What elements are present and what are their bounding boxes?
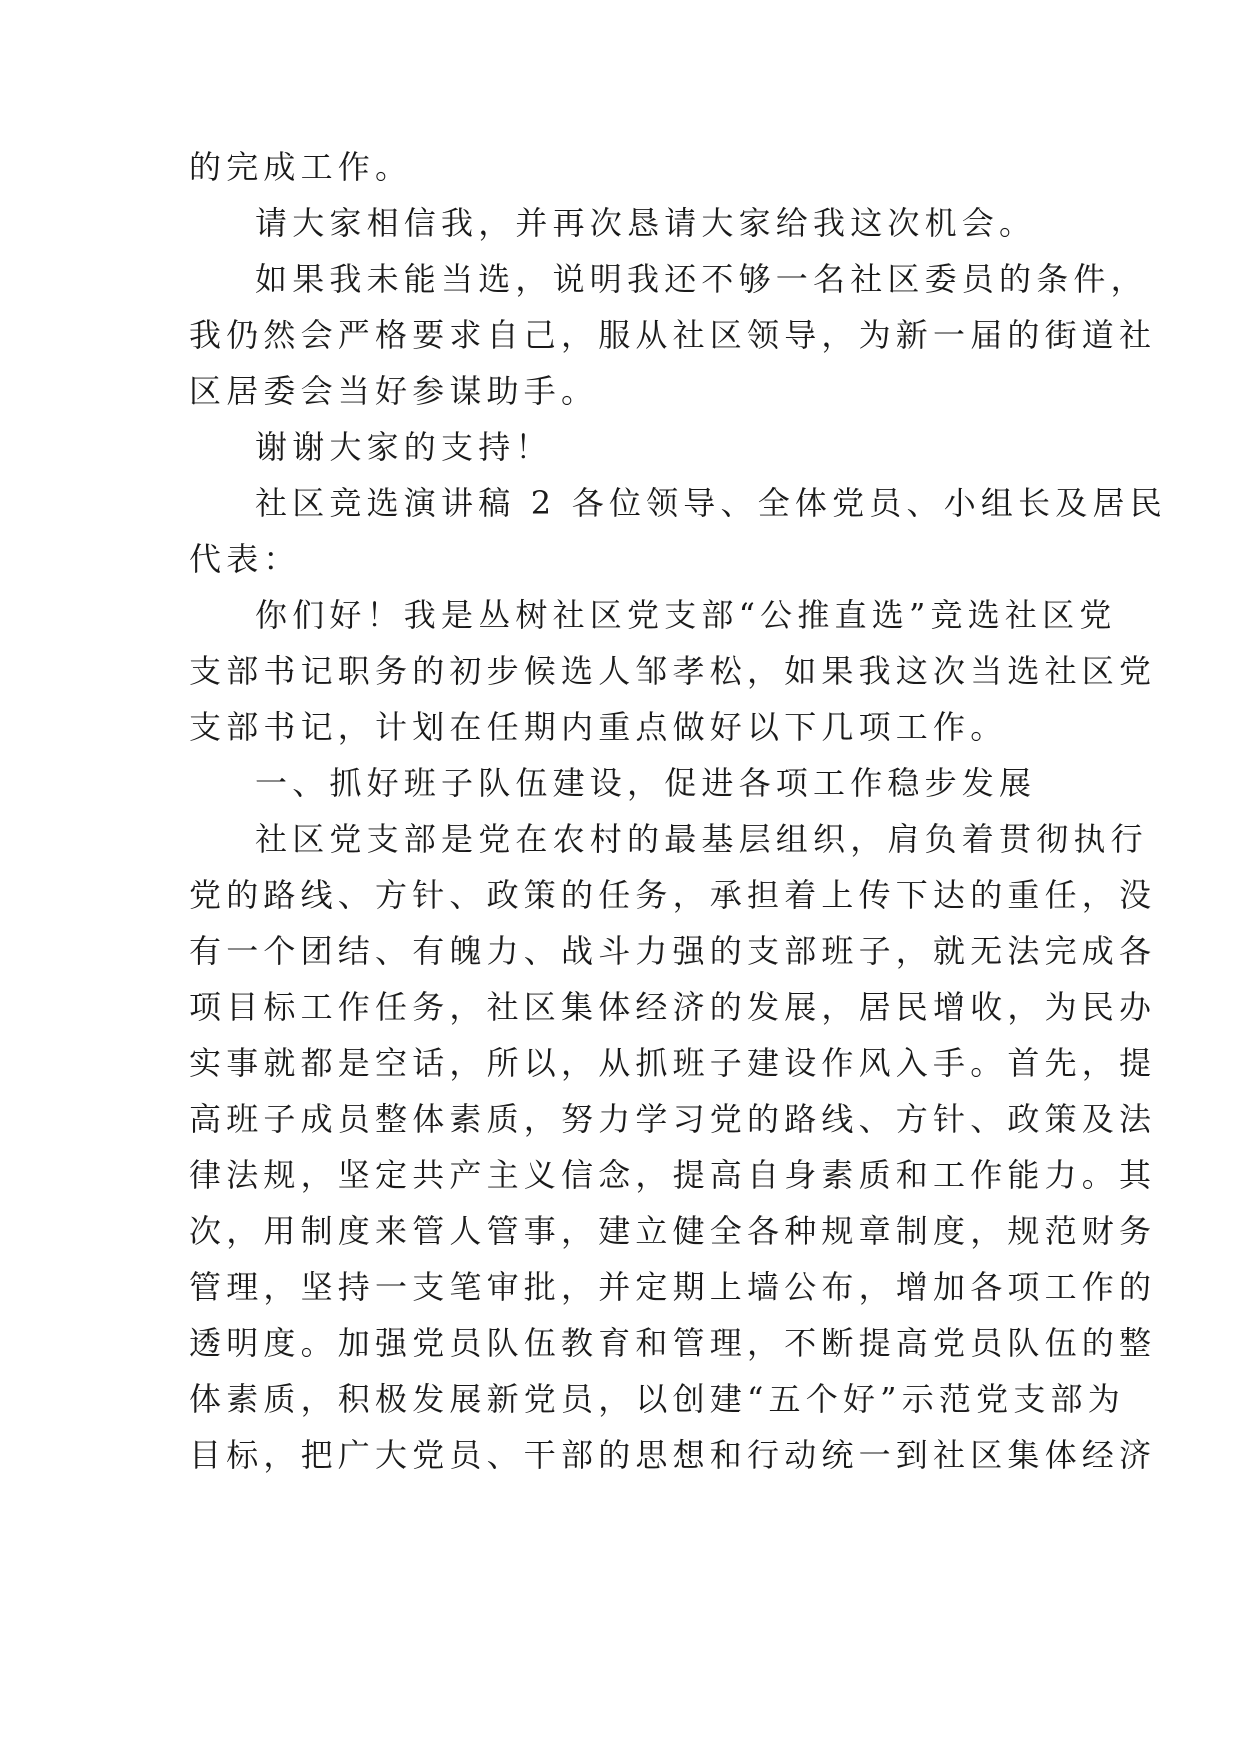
text-line: 谢谢大家的支持！ xyxy=(255,428,553,466)
text-line: 社区竞选演讲稿 2 各位领导、全体党员、小组长及居民 xyxy=(255,484,1167,522)
text-line: 支部书记职务的初步候选人邹孝松，如果我这次当选社区党 xyxy=(189,652,1157,690)
text-line: 高班子成员整体素质，努力学习党的路线、方针、政策及法 xyxy=(189,1100,1157,1138)
text-line: 我仍然会严格要求自己，服从社区领导，为新一届的街道社 xyxy=(189,316,1157,354)
text-line: 区居委会当好参谋助手。 xyxy=(189,372,599,410)
text-line: 请大家相信我，并再次恳请大家给我这次机会。 xyxy=(255,204,1037,242)
text-line: 如果我未能当选，说明我还不够一名社区委员的条件， xyxy=(255,260,1148,298)
text-line: 律法规，坚定共产主义信念，提高自身素质和工作能力。其 xyxy=(189,1156,1157,1194)
text-line: 社区党支部是党在农村的最基层组织，肩负着贯彻执行 xyxy=(255,820,1148,858)
text-line: 管理，坚持一支笔审批，并定期上墙公布，增加各项工作的 xyxy=(189,1268,1157,1306)
text-line: 有一个团结、有魄力、战斗力强的支部班子，就无法完成各 xyxy=(189,932,1157,970)
text-line: 的完成工作。 xyxy=(189,148,413,186)
text-line: 透明度。加强党员队伍教育和管理，不断提高党员队伍的整 xyxy=(189,1324,1157,1362)
text-line: 项目标工作任务，社区集体经济的发展，居民增收，为民办 xyxy=(189,988,1157,1026)
text-line: 目标，把广大党员、干部的思想和行动统一到社区集体经济 xyxy=(189,1436,1157,1474)
text-line: 一、抓好班子队伍建设，促进各项工作稳步发展 xyxy=(255,764,1037,802)
text-line: 实事就都是空话，所以，从抓班子建设作风入手。首先，提 xyxy=(189,1044,1157,1082)
text-line: 支部书记，计划在任期内重点做好以下几项工作。 xyxy=(189,708,1008,746)
text-line: 代表： xyxy=(189,540,301,578)
text-line: 你们好！我是丛树社区党支部“公推直选”竞选社区党 xyxy=(255,596,1117,634)
text-line: 体素质，积极发展新党员，以创建“五个好”示范党支部为 xyxy=(189,1380,1125,1418)
text-line: 党的路线、方针、政策的任务，承担着上传下达的重任，没 xyxy=(189,876,1157,914)
text-line: 次，用制度来管人管事，建立健全各种规章制度，规范财务 xyxy=(189,1212,1157,1250)
